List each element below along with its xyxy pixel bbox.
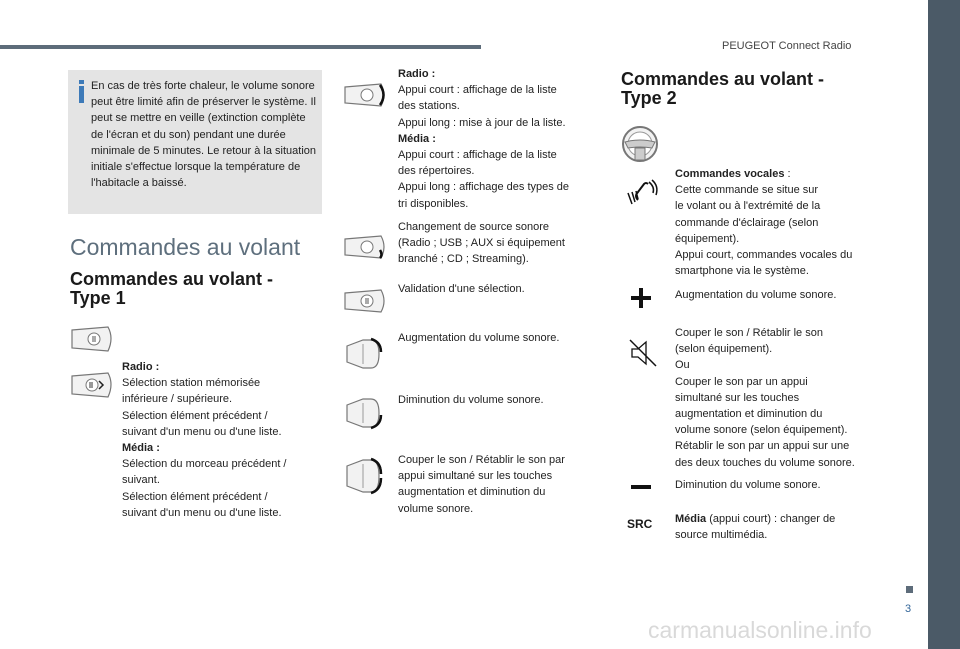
type1-title: Commandes au volant - Type 1 xyxy=(70,269,274,308)
mute-buttons-icon xyxy=(343,454,385,498)
middle-validation-text: Validation d'une sélection. xyxy=(398,283,525,295)
watermark: carmanualsonline.info xyxy=(648,617,872,643)
running-header: PEUGEOT Connect Radio xyxy=(722,40,852,52)
stalk-end-press-icon xyxy=(343,81,389,109)
middle-mute-description: Couper le son / Rétablir le son par appui simultané sur les touches augmentation et diminution du volume sonore. xyxy=(398,454,565,515)
type2-media-description: Média (appui court) : changer de source multimédia. xyxy=(675,513,836,542)
middle-volume-down-text: Diminution du volume sonore. xyxy=(398,394,544,406)
middle-source-description: Changement de source sonore (Radio ; USB ; AUX si équipement branché ; CD ; Streaming). xyxy=(398,221,565,266)
type2-mute-description: Couper le son / Rétablir le son (selon équipement). Ou Couper le son par un appui simultané sur les touches augmentation et diminution du volume sonore (selon équipement). Rétablir le son par un appui sur une des deux touches du volume sonore. xyxy=(675,327,855,469)
middle-radio-media-description: Radio : Appui court : affichage de la liste des stations. Appui long : mise à jour de la liste. Média : Appui court : affichage de la liste des répertoires. Appui long : affichage des types de tri disponibles. xyxy=(398,68,570,210)
middle-volume-up-text: Augmentation du volume sonore. xyxy=(398,332,560,344)
voice-command-icon xyxy=(624,178,660,206)
page-edge-strip xyxy=(928,0,960,649)
stalk-ring-icon xyxy=(343,233,389,261)
plus-icon xyxy=(630,287,652,309)
stalk-thumbwheel-icon xyxy=(70,370,116,400)
stalk-control-icon xyxy=(70,324,116,354)
src-label: SRC xyxy=(627,517,653,531)
stalk-validate-icon xyxy=(343,287,389,315)
info-icon xyxy=(78,80,85,103)
minus-icon xyxy=(630,483,652,491)
type1-description: Radio : Sélection station mémorisée inférieure / supérieure. Sélection élément précédent / suivant d'un menu ou d'une liste. Média : Sélection du morceau précédent / suivant. Sélection élément précédent / suivant d'un menu ou d'une liste. xyxy=(122,361,287,519)
header-rule xyxy=(0,45,481,49)
volume-up-button-icon xyxy=(343,334,385,374)
type2-volume-up-text: Augmentation du volume sonore. xyxy=(675,289,837,301)
type2-volume-down-text: Diminution du volume sonore. xyxy=(675,479,821,491)
end-marker xyxy=(906,586,913,593)
page-number: 3 xyxy=(905,603,912,615)
section-title: Commandes au volant xyxy=(70,234,301,260)
mute-icon xyxy=(628,338,658,368)
type2-title: Commandes au volant - Type 2 xyxy=(621,69,825,108)
info-note-text: En cas de très forte chaleur, le volume sonore peut être limité afin de préserver le système. Il peut se mettre en veille (extinction complète de l'écran et du son) pendant une durée minimale de 5 minutes. Le retour à la situation initiale s'effectue lorsque la température de l'habitacle a baissé. xyxy=(91,80,317,190)
type2-voice-description: Commandes vocales : Cette commande se situe sur le volant ou à l'extrémité de la commande d'éclairage (selon équipement). Appui court, commandes vocales du smartphone via le système. xyxy=(675,168,853,278)
volume-down-button-icon xyxy=(343,393,385,433)
steering-wheel-icon xyxy=(620,124,660,164)
